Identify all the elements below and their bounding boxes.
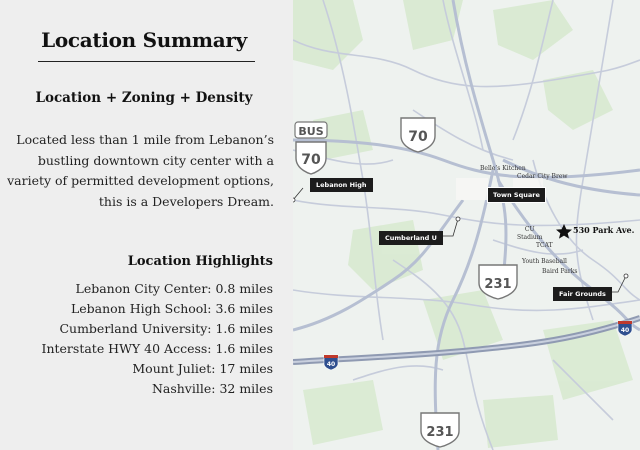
svg-text:231: 231 [484,277,512,292]
svg-text:BUS: BUS [298,125,324,138]
intro-paragraph: Located less than 1 mile from Lebanon’s bustling downtown city center with a variety of permitted development options, this is a Developers Dream. [7,132,274,209]
highlight-item: Cumberland University: 1.6 miles [59,321,273,336]
us231-north-shield [479,265,517,299]
label-cu-stadium-line2: Stadium [517,234,543,241]
svg-text:40: 40 [620,327,630,334]
label-town-square[interactable]: Town Square [487,187,546,203]
label-youth-baseball[interactable]: Youth Baseball [522,258,567,265]
label-baird-parks[interactable]: Baird Parks [542,268,578,275]
label-cu-stadium[interactable] [517,226,542,242]
page-title: Location Summary [41,28,247,52]
label-belles-kitchen[interactable]: Belle’s Kitchen [480,165,526,172]
svg-text:70: 70 [408,129,428,145]
highlight-item: Nashville: 32 miles [151,381,273,396]
us231-south-shield [421,413,459,447]
label-markers [293,198,628,278]
highlights-heading: Location Highlights [127,254,273,269]
highlight-item: Lebanon High School: 3.6 miles [70,301,273,316]
us70-business-shield [295,122,327,174]
label-cumberland-u[interactable]: Cumberland U [379,231,443,245]
title-divider [38,61,255,62]
label-cu-stadium-line1: CU [524,226,535,233]
svg-text:40: 40 [326,361,336,368]
svg-text:70: 70 [301,152,321,168]
location-map[interactable] [293,0,640,450]
highlight-item: Lebanon City Center: 0.8 miles [75,281,273,296]
svg-text:231: 231 [426,425,454,440]
us70-shield [401,118,435,152]
label-cedar-city-brew[interactable]: Cedar City Brew [517,173,568,180]
highlight-item: Mount Juliet: 17 miles [132,361,273,376]
label-fair-grounds[interactable]: Fair Grounds [553,287,612,301]
label-tcat[interactable]: TCAT [536,242,553,249]
summary-panel [0,0,293,450]
highlight-item: Interstate HWY 40 Access: 1.6 miles [41,341,273,356]
highlights-list [0,279,273,399]
label-lebanon-high[interactable]: Lebanon High [310,178,373,192]
section-subheading: Location + Zoning + Density [35,90,253,106]
star-icon [556,224,572,239]
label-property[interactable]: 530 Park Ave. [573,225,635,235]
i40-east-shield [618,321,632,336]
i40-west-shield [324,355,338,370]
